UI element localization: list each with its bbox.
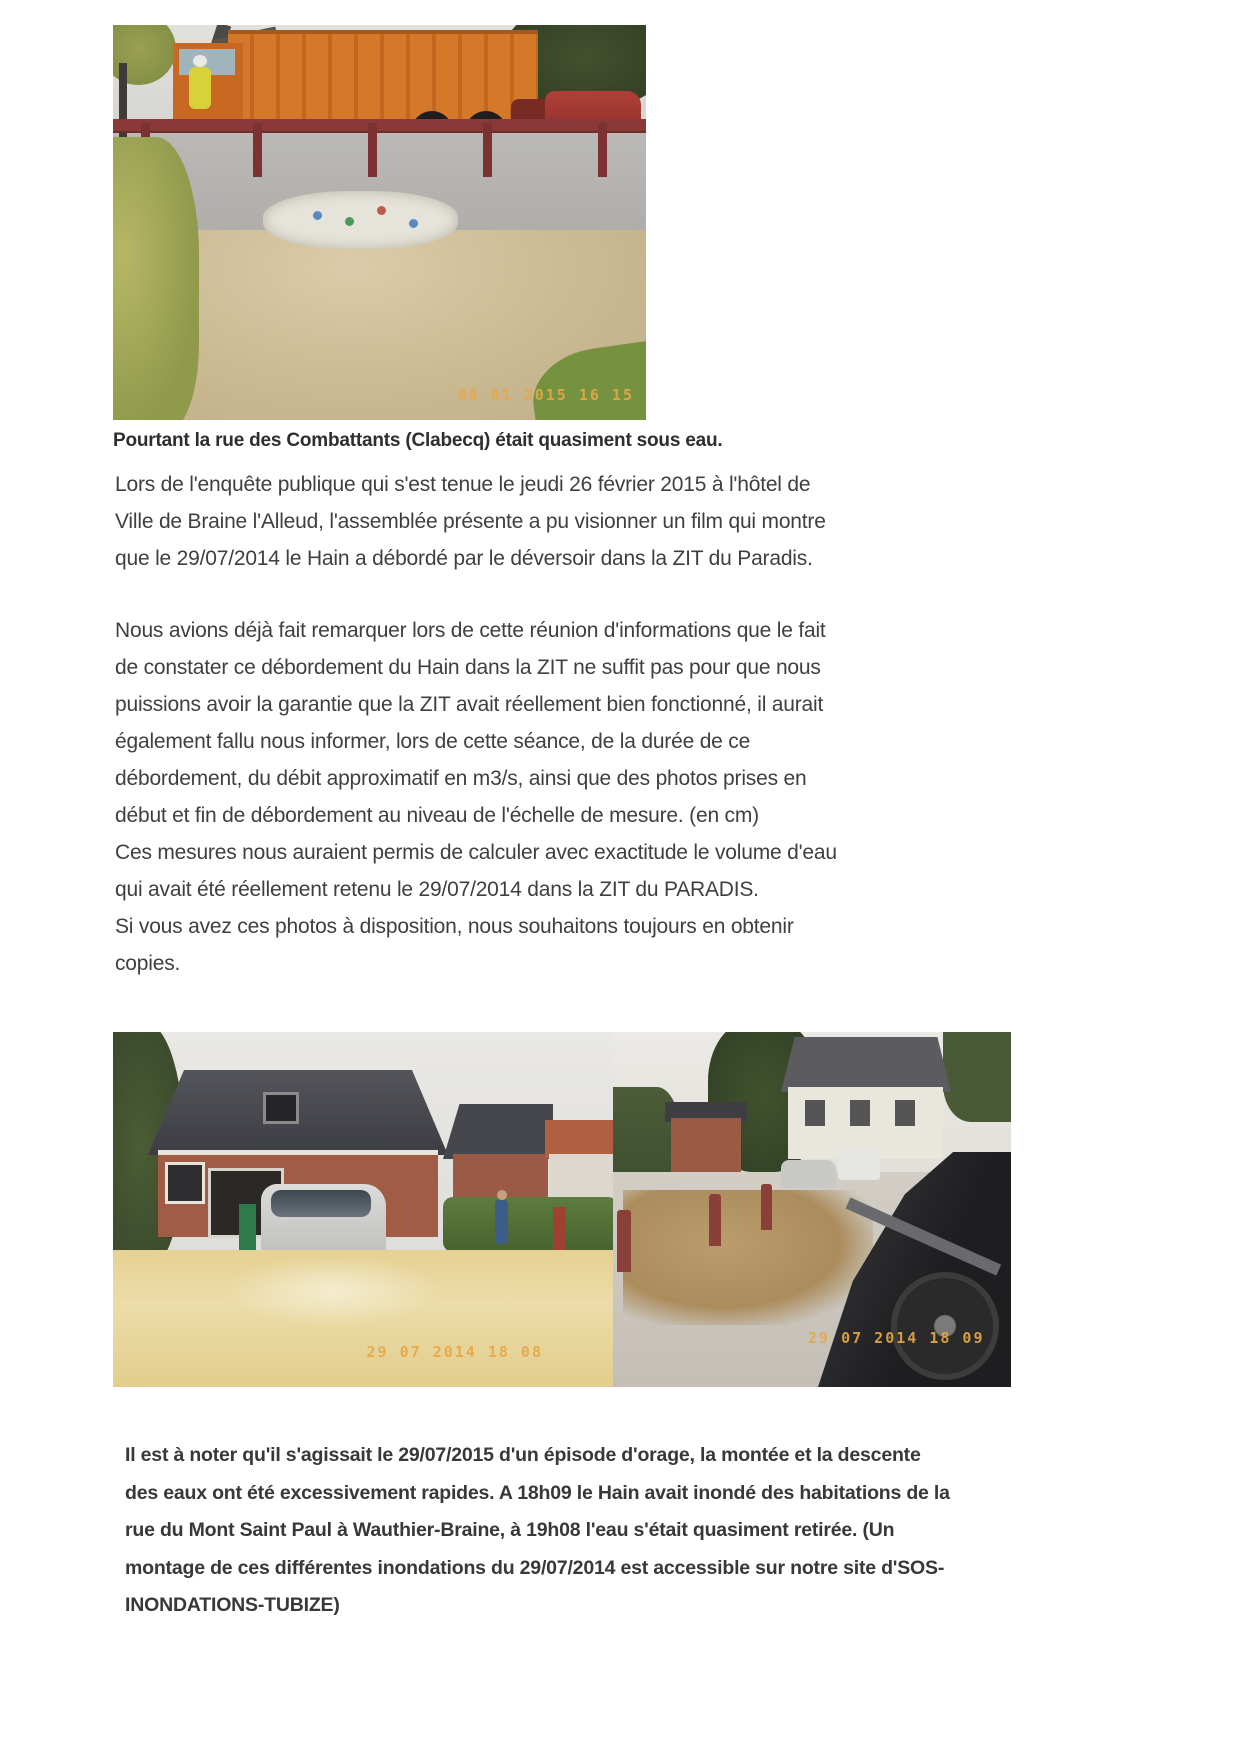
paragraph-2 <box>115 612 837 982</box>
text-line: de constater ce débordement du Hain dans la ZIT ne suffit pas pour que nous <box>115 656 821 679</box>
text-line: également fallu nous informer, lors de cette séance, de la durée de ce <box>115 730 751 753</box>
photo-caption: Pourtant la rue des Combattants (Clabecq) était quasiment sous eau. <box>113 430 723 451</box>
bollard <box>709 1194 721 1246</box>
text-line: Lors de l'enquête publique qui s'est tenue le jeudi 26 février 2015 à l'hôtel de <box>115 473 811 496</box>
text-line: copies. <box>115 952 181 975</box>
red-roof-house <box>545 1120 613 1158</box>
text-line: Si vous avez ces photos à disposition, nous souhaitons toujours en obtenir <box>115 915 794 938</box>
debris-pile <box>263 191 458 249</box>
white-house-windows <box>805 1100 825 1126</box>
guardrail-post <box>368 123 377 177</box>
guardrail-post <box>483 123 492 177</box>
water-reflection <box>223 1256 443 1326</box>
photo-flooded-street-towtruck <box>613 1032 1011 1387</box>
text-line: INONDATIONS-TUBIZE) <box>125 1594 340 1616</box>
house-window <box>165 1162 205 1204</box>
worker-hi-vis-vest <box>189 67 211 109</box>
guardrail-post <box>598 123 607 177</box>
muddy-water-stream <box>623 1190 873 1325</box>
second-house-roof <box>443 1104 553 1159</box>
grass-left <box>113 137 199 420</box>
text-line: puissions avoir la garantie que la ZIT avait réellement bien fonctionné, il aurait <box>115 693 824 716</box>
white-van <box>838 1148 880 1180</box>
person-head <box>497 1190 507 1200</box>
bollard <box>761 1184 772 1230</box>
truck-dump-body <box>228 30 538 124</box>
paragraph-3 <box>125 1437 950 1625</box>
debris-specks <box>313 211 322 220</box>
trees-right <box>943 1032 1011 1122</box>
guardrail-bar <box>113 119 646 131</box>
red-roof-house-wall <box>549 1154 613 1202</box>
text-line: qui avait été réellement retenu le 29/07/2014 dans la ZIT du PARADIS. <box>115 878 759 901</box>
text-line: montage de ces différentes inondations du 29/07/2014 est accessible sur notre site d'SOS- <box>125 1556 945 1579</box>
text-line: rue du Mont Saint Paul à Wauthier-Braine, à 19h08 l'eau s'était quasiment retirée. (Un <box>125 1519 895 1541</box>
photo-timestamp: 29 07 2014 18 08 <box>366 1343 543 1361</box>
photo-timestamp: 29 07 2014 18 09 <box>808 1329 985 1347</box>
text-line: début et fin de débordement au niveau de l'échelle de mesure. (en cm) <box>115 804 759 827</box>
hedge <box>443 1197 613 1252</box>
dormer-window <box>263 1092 299 1124</box>
text-line: Ville de Braine l'Alleud, l'assemblée présente a pu visionner un film qui montre <box>115 510 826 533</box>
worker-helmet <box>193 55 207 67</box>
photo-flooded-street-truck <box>113 25 646 420</box>
truck-wheel <box>891 1272 999 1380</box>
bollard <box>617 1210 631 1272</box>
brick-house-wall <box>671 1118 741 1173</box>
person-figure <box>495 1200 508 1244</box>
guardrail-post <box>253 123 262 177</box>
text-line: Il est à noter qu'il s'agissait le 29/07/2015 d'un épisode d'orage, la montée et la descente <box>125 1444 921 1466</box>
text-line: Ces mesures nous auraient permis de calculer avec exactitude le volume d'eau <box>115 841 837 864</box>
text-line: que le 29/07/2014 le Hain a débordé par le déversoir dans la ZIT du Paradis. <box>115 547 813 570</box>
text-line: Nous avions déjà fait remarquer lors de cette réunion d'informations que le fait <box>115 619 826 642</box>
text-line: des eaux ont été excessivement rapides. A 18h09 le Hain avait inondé des habitations de la <box>125 1481 950 1504</box>
silver-car-windows <box>271 1190 371 1217</box>
paragraph-1 <box>115 466 826 577</box>
text-line: débordement, du débit approximatif en m3/s, ainsi que des photos prises en <box>115 767 807 790</box>
white-house-roof <box>781 1037 951 1092</box>
photo-timestamp: 08 01 2015 16 15 <box>457 386 634 404</box>
green-post <box>239 1204 256 1250</box>
photo-flooded-houses <box>113 1032 613 1387</box>
silver-car <box>781 1160 836 1188</box>
